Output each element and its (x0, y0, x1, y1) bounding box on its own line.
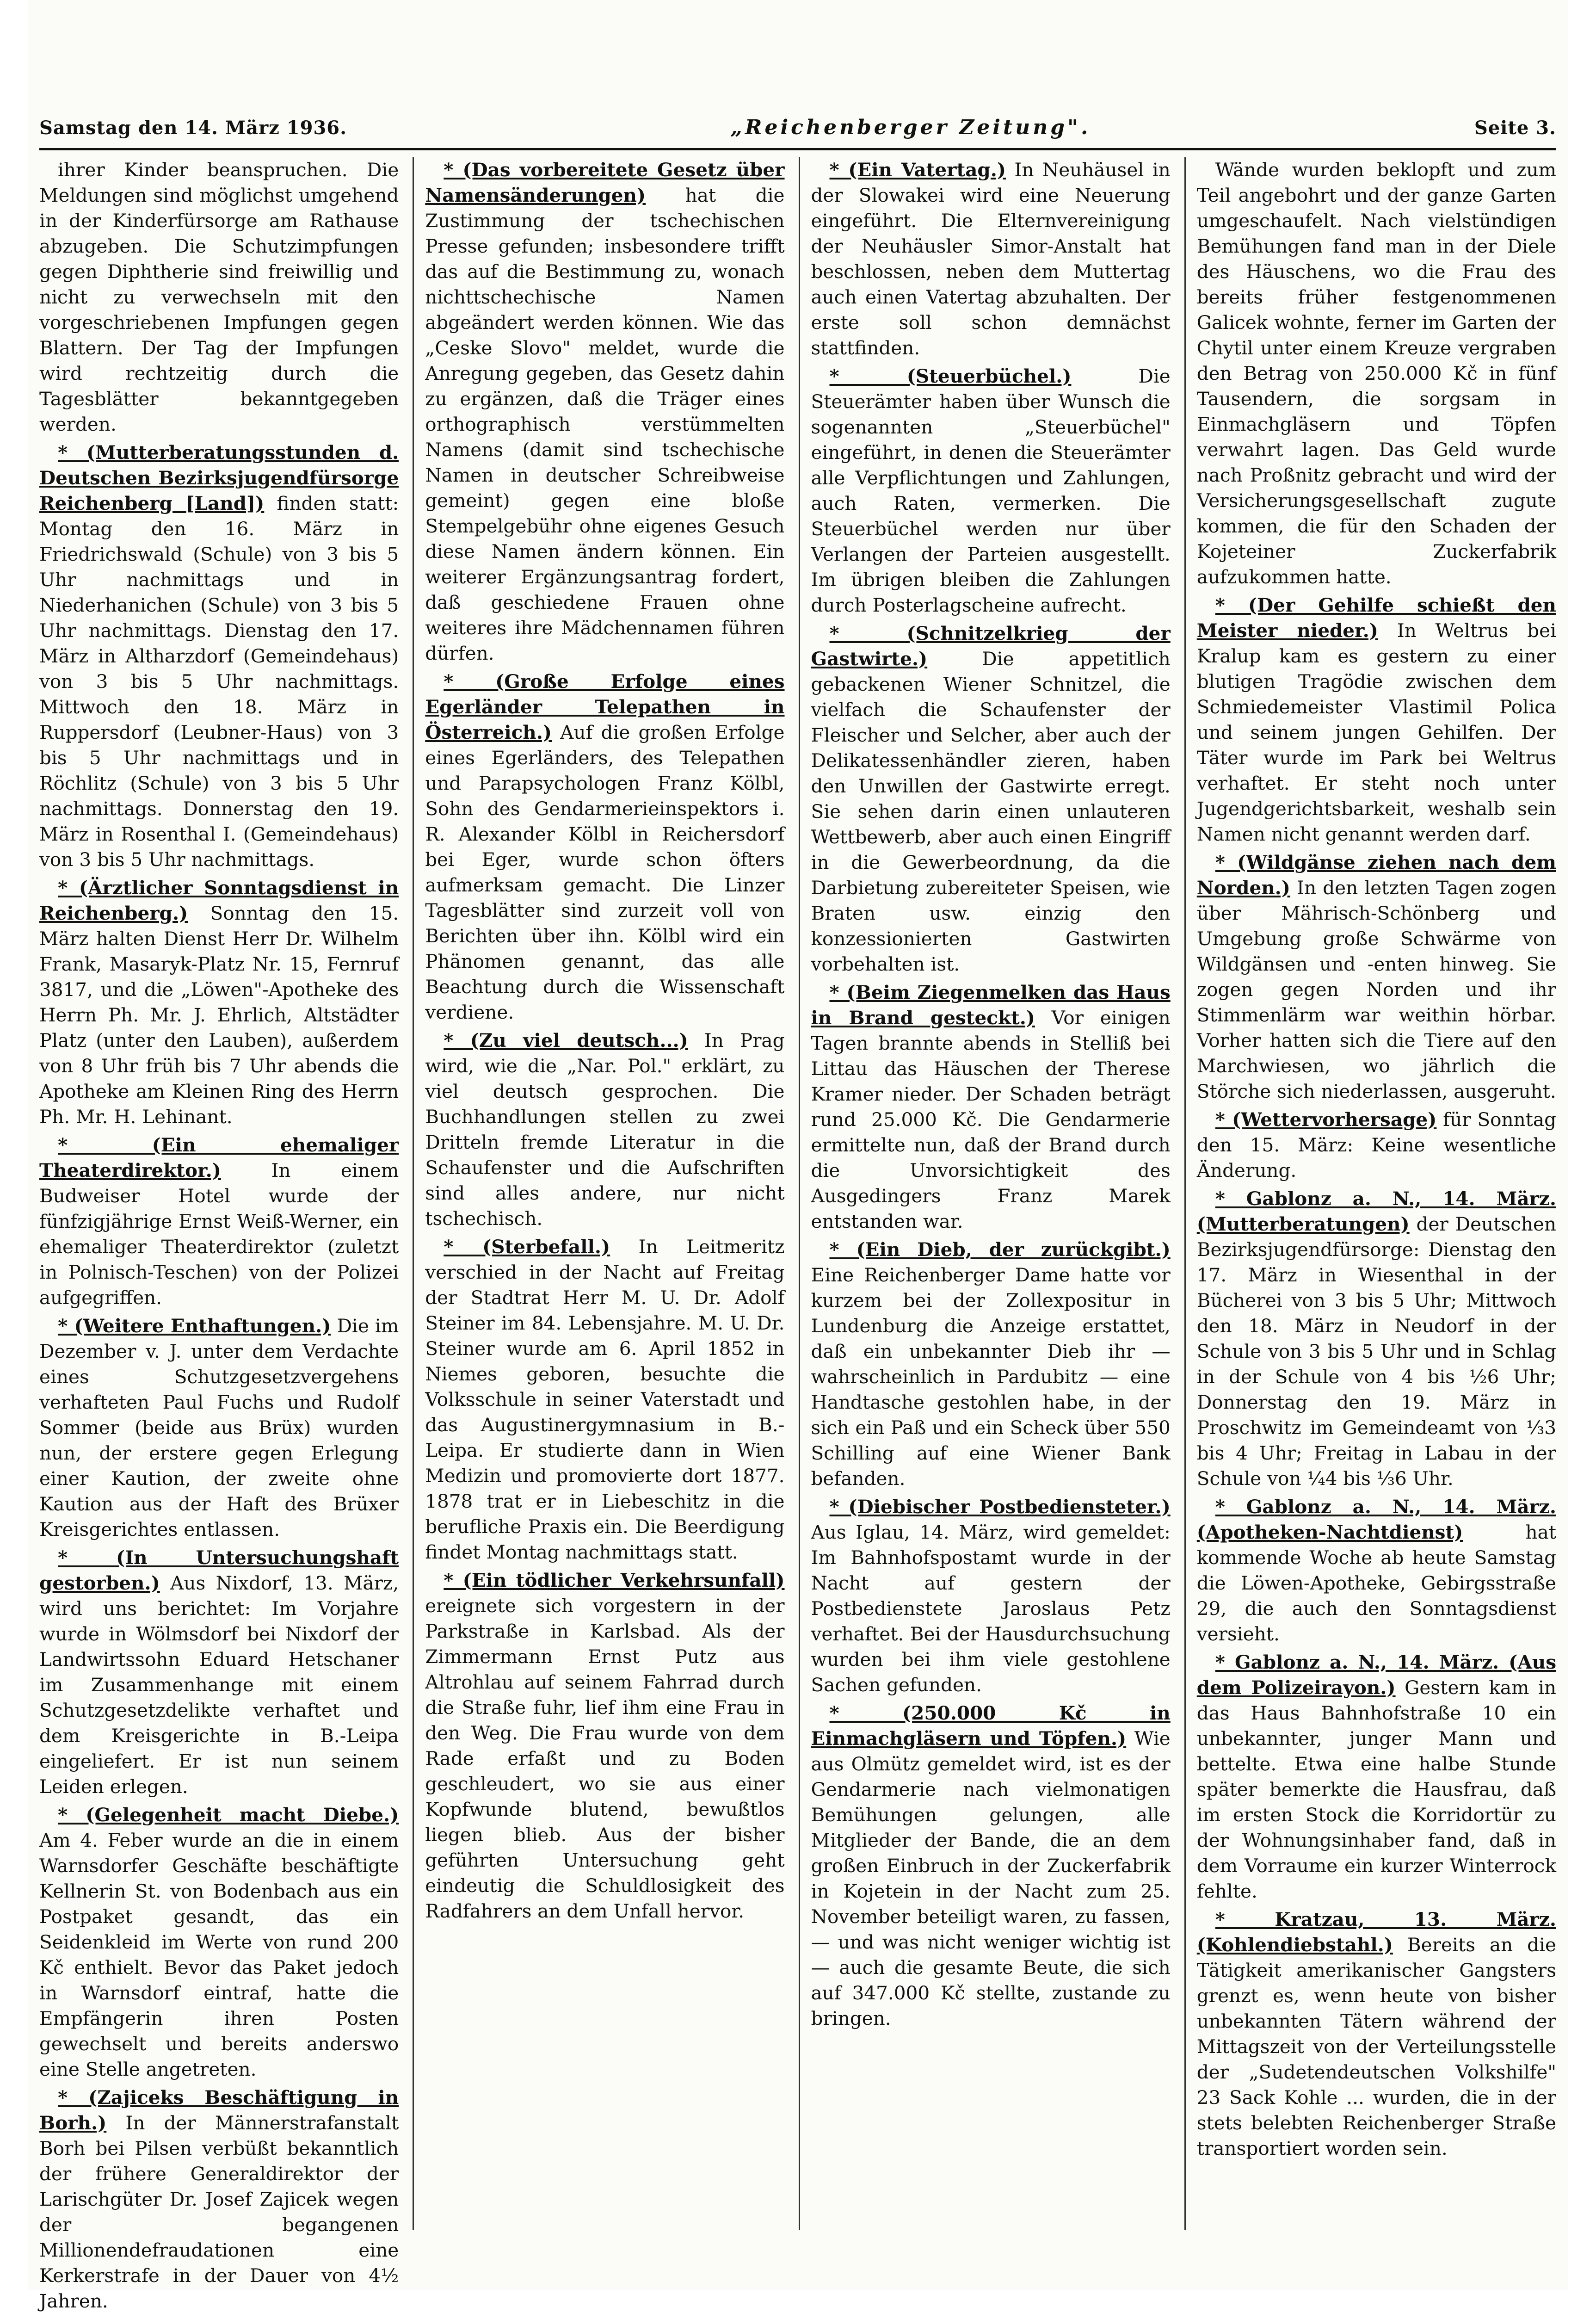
news-item-text: Auf die großen Erfolge eines Egerländers, des Telepathen und Parapsychologen Franz Kölbl, Sohn des Gendarmerieinspektors i. R. Alexander Kölbl in Reichersdorf bei Eger, wurde schon öfters aufmerksam gemacht. Die Linzer Tagesblätter sind zurzeit voll von Berichten über ihn. Kölbl wird ein Phänomen genannt, das alle Beachtung durch die Wissenschaft verdiene. (425, 721, 785, 1023)
news-item-headline: * (Ein tödlicher Verkehrsunfall) (444, 1569, 785, 1591)
issue-date: Samstag den 14. März 1936. (39, 117, 347, 139)
news-item-headline: * (Wettervorhersage) (1215, 1108, 1437, 1131)
news-item (811, 157, 1171, 361)
news-item (1197, 1107, 1556, 1183)
news-item-text: Die im Dezember v. J. unter dem Verdachte eines Schutzgesetzvergehens verhafteten Paul Fuchs und Rudolf Sommer (beide aus Brüx) wurden nun, der erstere gegen Erlegung einer Kaution, der zweite ohne Kaution aus der Haft des Brüxer Kreisgerichtes entlassen. (39, 1315, 399, 1540)
column-3 (799, 157, 1171, 2230)
news-item (811, 1494, 1171, 1698)
news-item (1197, 850, 1556, 1104)
news-item (1197, 1650, 1556, 1904)
news-item (425, 669, 784, 1025)
news-item-text: Die Steuerämter haben über Wunsch die sogenannten „Steuerbüchel" eingeführt, in denen die Steuerämter alle Verpflichtungen und Zahlungen, auch Raten, vermerken. Die Steuerbüchel werden nur über Verlangen der Parteien ausgestellt. Im übrigen bleiben die Zahlungen durch Posterlagscheine aufrecht. (811, 365, 1171, 616)
news-item-text: der Deutschen Bezirksjugendfürsorge: Dienstag den 17. März in Wiesenthal in der Bücherei von 3 bis 5 Uhr; Mittwoch den 18. März in Neudorf in der Schule von 3 bis 5 Uhr und in Schlag in der Schule von 4 bis ½6 Uhr; Donnerstag den 19. März in Proschwitz im Gemeindeamt von ⅓3 bis 4 Uhr; Freitag in Labau in der Schule von ¼4 bis ⅓6 Uhr. (1196, 1213, 1557, 1490)
news-item-headline: * (Ein Vatertag.) (829, 159, 1006, 181)
news-item-headline: * (Zu viel deutsch...) (444, 1029, 688, 1051)
news-item-text: hat die Zustimmung der tschechischen Presse gefunden; insbesondere trifft das auf die Bestimmung zu, wonach nichttschechische Namen abgeändert werden können. Wie das „Ceske Slovo" meldet, wurde die Anregung gegeben, das Gesetz dahin zu ergänzen, daß die Träger eines orthographisch verstümmelten Namens (damit sind tschechische Namen in deutscher Schreibweise gemeint) gegen eine bloße Stempelgebühr ohne eigenes Gesuch diese Namen ändern können. Ein weiterer Ergänzungsantrag fordert, daß geschiedene Frauen ohne weiteres ihre Mädchennamen führen dürfen. (425, 184, 785, 664)
news-item-headline: * Gablonz a. N., 14. März. (Mutterberatungen) (1196, 1187, 1556, 1235)
news-item-text: Vor einigen Tagen brannte abends in Stelliß bei Littau das Häuschen der Therese Kramer nieder. Der Schaden beträgt rund 25.000 Kč. Die Gendarmerie ermittelte nun, daß der Brand durch die Unvorsichtigkeit des Ausgedingers Franz Marek entstanden war. (811, 1007, 1171, 1232)
news-item (39, 1313, 399, 1542)
news-item (39, 440, 399, 872)
news-item-headline: * (Ein Dieb, der zurückgibt.) (829, 1238, 1171, 1261)
news-item (811, 364, 1171, 618)
scan-margin (0, 0, 28, 2290)
news-item-headline: * (Wildgänse ziehen nach dem Norden.) (1196, 851, 1556, 899)
news-item-text: Gestern kam in das Haus Bahnhofstraße 10 ein unbekannter, junger Mann und bettelte. Etwa eine halbe Stunde später bemerkte die Hausfrau, daß im ersten Stock die Korridortür zu der Wohnungsinhaber fand, daß in dem Vorraume ein kurzer Winterrock fehlte. (1196, 1676, 1557, 1902)
news-item (1197, 1186, 1556, 1491)
news-item-headline: * Gablonz a. N., 14. März. (Apotheken-Nachtdienst) (1196, 1496, 1556, 1543)
news-item-text: finden statt: Montag den 16. März in Friedrichswald (Schule) von 3 bis 5 Uhr nachmittags und in Niederhanichen (Schule) von 3 bis 5 Uhr nachmittags. Dienstag den 17. März in Altharzdorf (Gemeindehaus) von 3 bis 5 Uhr nachmittags. Mittwoch den 18. März in Ruppersdorf (Leubner-Haus) von 3 bis 5 Uhr nachmittags und in Röchlitz (Schule) von 3 bis 5 Uhr nachmittags. Donnerstag den 19. März in Rosenthal I. (Gemeindehaus) von 3 bis 5 Uhr nachmittags. (39, 492, 399, 871)
news-item (1197, 1907, 1556, 2161)
news-item-text: In Weltrus bei Kralup kam es gestern zu einer blutigen Tragödie zwischen dem Schmiedemeister Vlastimil Polica und seinem jungen Gehilfen. Der Täter wurde im Park bei Weltrus verhaftet. Er steht noch unter Jugendgerichtsbarkeit, weshalb sein Namen nicht genannt werden darf. (1196, 619, 1556, 845)
newspaper-page (28, 0, 1568, 2312)
news-item-headline: * (Ein ehemaliger Theaterdirektor.) (39, 1134, 399, 1181)
news-item (39, 2085, 399, 2313)
news-item-text: Eine Reichenberger Dame hatte vor kurzem bei der Zollexpositur in Lundenburg die Anzeige erstattet, daß ein unbekannter Dieb ihr — wahrscheinlich in Pardubitz — eine Handtasche gestohlen habe, in der sich ein Paß und ein Scheck über 550 Schilling auf eine Wiener Bank befanden. (811, 1264, 1171, 1490)
news-item-text: In Prag wird, wie die „Nar. Pol." erklärt, zu viel deutsch gesprochen. Die Buchhandlungen stellen zu zwei Dritteln fremde Literatur in die Schaufenster und die Aufschriften sind alles andere, nur nicht tschechisch. (425, 1029, 785, 1230)
news-item-headline: * (250.000 Kč in Einmachgläsern und Töpfen.) (811, 1702, 1171, 1750)
column-2 (413, 157, 784, 2230)
news-item-text: In Neuhäusel in der Slowakei wird eine Neuerung eingeführt. Die Elternvereinigung der Neuhäusler Simor-Anstalt hat beschlossen, neben dem Muttertag auch einen Vatertag abzuhalten. Der erste soll schon demnächst stattfinden. (811, 159, 1171, 359)
news-item-headline: * (Ärztlicher Sonntagsdienst in Reichenberg.) (39, 877, 399, 924)
news-item (39, 157, 399, 437)
page-header (39, 116, 1556, 150)
news-item-text: In Leitmeritz verschied in der Nacht auf Freitag der Stadtrat Herr M. U. Dr. Adolf Steiner im 84. Lebensjahre. M. U. Dr. Steiner wurde am 6. April 1852 in Niemes geboren, besuchte die Volksschule in seiner Vaterstadt und das Augustinergymnasium in B.-Leipa. Er studierte dann in Wien Medizin und promovierte dort 1877. 1878 trat er in Liebeschitz in die berufliche Praxis ein. Die Beerdigung findet Montag nachmittags statt. (425, 1236, 785, 1563)
news-item (1197, 157, 1556, 590)
page-number: Seite 3. (1474, 117, 1556, 139)
column-1 (39, 157, 399, 2312)
news-item-headline: * (Gelegenheit macht Diebe.) (58, 1804, 399, 1826)
news-item (811, 1237, 1171, 1491)
news-item-headline: * Gablonz a. N., 14. März. (Aus dem Polizeirayon.) (1196, 1651, 1556, 1699)
news-item-text: Sonntag den 15. März halten Dienst Herr Dr. Wilhelm Frank, Masaryk-Platz Nr. 15, Fernruf 3817, und die „Löwen"-Apotheke des Herrn Ph. Mr. J. Ehrlich, Altstädter Platz (unter den Lauben), außerdem von 8 Uhr früh bis 7 Uhr abends die Apotheke am Kleinen Ring des Herrn Ph. Mr. H. Lehinant. (39, 902, 399, 1128)
news-item (425, 1568, 784, 1924)
news-item-text: Aus Iglau, 14. März, wird gemeldet: Im Bahnhofspostamt wurde in der Nacht auf gestern der Postbedienstete Jaroslaus Petz verhaftet. Bei der Hausdurchsuchung wurden bei ihm viele gestohlene Sachen gefunden. (811, 1521, 1171, 1696)
news-item (425, 157, 784, 666)
news-item (1197, 593, 1556, 847)
news-item-text: Aus Nixdorf, 13. März, wird uns berichtet: Im Vorjahre wurde in Wölmsdorf bei Nixdorf der Landwirtssohn Eduard Hetschaner im Zusammenhange mit einem Schutzgesetzdelikte verhaftet und dem Kreisgerichte in B.-Leipa eingeliefert. Er ist nun seinem Leiden erlegen. (39, 1572, 399, 1798)
news-item-text: Bereits an die Tätigkeit amerikanischer Gangsters grenzt es, wenn heute von bisher unbekannten Tätern während der Mittagszeit von der Verteilungsstelle der „Sudetendeutschen Volkshilfe" 23 Sack Kohle ... wurden, die in der stets belebten Reichenberger Straße transportiert worden sein. (1196, 1934, 1556, 2159)
column-4 (1184, 157, 1556, 2230)
news-item-text: In der Männerstrafanstalt Borh bei Pilsen verbüßt bekanntlich der frühere Generaldirektor der Larischgüter Dr. Josef Zajicek wegen der begangenen Millionendefraudationen eine Kerkerstrafe in der Dauer von 4½ Jahren. (39, 2112, 399, 2312)
news-item-headline: * Kratzau, 13. März. (Kohlendiebstahl.) (1196, 1908, 1556, 1956)
news-item-text: ihrer Kinder beanspruchen. Die Meldungen sind möglichst umgehend in der Kinderfürsorge am Rathause abzugeben. Die Schutzimpfungen gegen Diphtherie sind freiwillig und nicht zu verwechseln mit den vorgeschriebenen Impfungen gegen Blattern. Der Tag der Impfungen wird rechtzeitig durch die Tagesblätter bekanntgegeben werden. (39, 159, 399, 435)
news-item-headline: * (Steuerbüchel.) (829, 365, 1072, 387)
news-item-text: Am 4. Feber wurde an die in einem Warnsdorfer Geschäfte beschäftigte Kellnerin St. von Bodenbach aus ein Postpaket gesandt, das ein Seidenkleid im Werte von rund 200 Kč enthielt. Bevor das Paket jedoch in Warnsdorf eintraf, hatte die Empfängerin ihren Posten gewechselt und bereits anderswo eine Stelle angetreten. (39, 1829, 399, 2080)
news-item (39, 1132, 399, 1311)
news-item-text: ereignete sich vorgestern in der Parkstraße in Karlsbad. Als der Zimmermann Ernst Putz aus Altrohlau auf seinem Fahrrad durch die Straße fuhr, lief ihm eine Frau in den Weg. Die Frau wurde von dem Rade erfaßt und zu Boden geschleudert, wo sie aus einer Kopfwunde blutend, bewußtlos liegen blieb. Aus der bisher geführten Untersuchung geht eindeutig die Schuldlosigkeit des Radfahrers an dem Unfall hervor. (425, 1595, 785, 1922)
news-item-headline: * (Beim Ziegenmelken das Haus in Brand gesteckt.) (811, 981, 1171, 1029)
news-item-headline: * (Diebischer Postbediensteter.) (829, 1496, 1171, 1518)
news-item-text: hat kommende Woche ab heute Samstag die Löwen-Apotheke, Gebirgsstraße 29, die auch den Sonntagsdienst versieht. (1196, 1521, 1556, 1645)
news-item (39, 875, 399, 1130)
news-item-headline: * (Große Erfolge eines Egerländer Telepathen in Österreich.) (425, 670, 785, 743)
news-item-headline: * (Das vorbereitete Gesetz über Namensänderungen) (425, 159, 785, 206)
news-item-headline: * (Der Gehilfe schießt den Meister nieder.) (1196, 594, 1556, 642)
news-item-text: Wände wurden beklopft und zum Teil angebohrt und der ganze Garten umgeschaufelt. Nach vielstündigen Bemühungen fand man in der Diele des Häuschens, wo die Frau des bereits früher festgenommenen Galicek wohnte, ferner im Garten der Chytil unter einem Kreuze vergraben den Betrag von 250.000 Kč in fünf Tausendern, die sorgsam in Einmachgläsern und Töpfen verwahrt lagen. Das Geld wurde nach Proßnitz gebracht und wird der Versicherungsgesellschaft zugute kommen, die für den Schaden der Kojeteiner Zuckerfabrik aufzukommen hatte. (1196, 159, 1556, 588)
news-item (39, 1545, 399, 1800)
news-item (811, 621, 1171, 977)
news-item (425, 1028, 784, 1231)
news-item-text: Die appetitlich gebackenen Wiener Schnitzel, die vielfach die Schaufenster der Fleischer und Selcher, aber auch der Delikatessenhändler zieren, haben den Unwillen der Gastwirte erregt. Sie sehen darin einen unlauteren Wettbewerb, aber auch einen Eingriff in die Gewerbeordnung, da die Darbietung zubereiteter Speisen, wie Braten usw. einzig den konzessionierten Gastwirten vorbehalten ist. (811, 648, 1171, 975)
news-item-headline: * (Schnitzelkrieg der Gastwirte.) (811, 622, 1171, 670)
news-item (425, 1234, 784, 1565)
news-item-text: In den letzten Tagen zogen über Mährisch-Schönberg und Umgebung große Schwärme von Wildgänsen und -enten hinweg. Sie zogen gegen Norden und ihr Stimmenlärm war weithin hörbar. Vorher hatten sich die Tiere auf den Marchwiesen, wo jährlich die Störche sich niederlassen, ausgeruht. (1196, 877, 1556, 1102)
news-item-headline: * (Sterbefall.) (444, 1236, 610, 1258)
news-item (1197, 1494, 1556, 1647)
news-item (811, 980, 1171, 1234)
article-columns (39, 157, 1557, 2312)
news-item-headline: * (Mutterberatungsstunden d. Deutschen Bezirksjugendfürsorge Reichenberg [Land]) (39, 441, 399, 514)
news-item-headline: * (Weitere Enthaftungen.) (58, 1315, 331, 1337)
news-item-text: für Sonntag den 15. März: Keine wesentliche Änderung. (1196, 1108, 1557, 1181)
news-item-headline: * (In Untersuchungshaft gestorben.) (39, 1546, 399, 1594)
news-item-text: Wie aus Olmütz gemeldet wird, ist es der Gendarmerie nach vielmonatigen Bemühungen gelungen, alle Mitglieder der Bande, die an dem großen Einbruch in der Zuckerfabrik in Kojetein in der Nacht zum 25. November beteiligt waren, zu fassen, — und was nicht weniger wichtig ist — auch die gesamte Beute, die sich auf 347.000 Kč stellte, zustande zu bringen. (811, 1727, 1171, 2029)
news-item (811, 1701, 1171, 2031)
news-item (39, 1802, 399, 2082)
news-item-headline: * (Zajiceks Beschäftigung in Borh.) (39, 2086, 399, 2134)
news-item-text: In einem Budweiser Hotel wurde der fünfzigjährige Ernst Weiß-Werner, ein ehemaliger Theaterdirektor (zuletzt in Polnisch-Teschen) von der Polizei aufgegriffen. (39, 1159, 399, 1309)
newspaper-title: „Reichenberger Zeitung". (730, 116, 1091, 139)
